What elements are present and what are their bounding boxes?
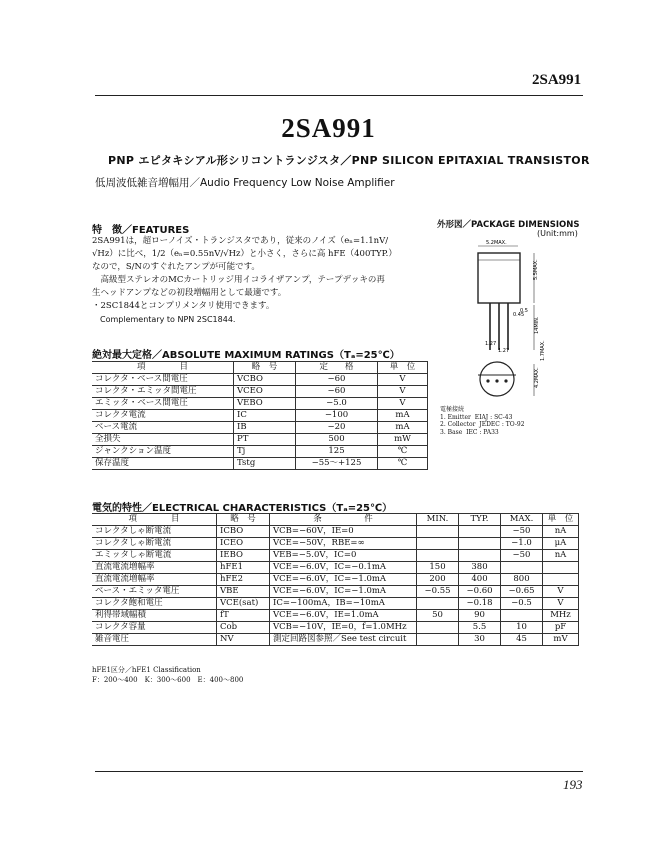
page-number: 193	[563, 777, 583, 792]
table-row: エミッタしゃ断電流 IEBO VEB=−5.0V，IC=0 −50 nA	[92, 550, 579, 562]
footer-rule	[95, 771, 583, 772]
table-row: コレクタしゃ断電流 ICEO VCE=−50V，RBE=∞ −1.0 μA	[92, 538, 579, 550]
page-title: 2SA991	[281, 113, 376, 143]
table-row: ベース・エミッタ電圧 VBE VCE=−6.0V，IC=−1.0mA −0.55 −0.60 −0.65 V	[92, 586, 579, 598]
features-text	[92, 235, 422, 326]
classification-ranges: F：200～400 K：300～600 E：400～800	[92, 676, 244, 684]
feature-line: 2SA991は，超ローノイズ・トランジスタであり，従来のノイズ（eₙ=1.1nV/	[92, 236, 389, 246]
table-row: ジャンクション温度 Tj 125 ℃	[92, 446, 428, 458]
feature-line: √Hz）に比べ，1/2（eₙ=0.55nV/√Hz）と小さく，さらに高 hFE（400TYP.）	[92, 249, 397, 259]
package-unit: (Unit:mm)	[537, 229, 578, 238]
feature-line: ・2SC1844とコンプリメンタリ使用できます。	[92, 301, 275, 311]
hfe-classification	[92, 665, 243, 685]
dim-width: 5.2MAX.	[486, 240, 507, 246]
legend-row: 3. Base IEC : PA33	[440, 428, 499, 436]
feature-line: 高級型ステレオのMCカートリッジ用イコライザアンプ，テープデッキの再	[92, 275, 385, 285]
table-row: コレクタ容量 Cob VCB=−10V，IE=0，f=1.0MHz 5.5 10 pF	[92, 622, 579, 634]
dim-lead-offset: 0.5	[520, 308, 528, 314]
table-row: コレクタ・ベース間電圧 VCBO −60 V	[92, 374, 428, 386]
table-row: 利得帯域幅積 fT VCE=−6.0V，IE=1.0mA 50 90 MHz	[92, 610, 579, 622]
dim-depth: 4.2MAX.	[534, 367, 540, 388]
feature-line: 生ヘッドアンプなどの初段増幅用として最適です。	[92, 288, 287, 298]
abs-ratings-table	[92, 361, 428, 470]
dim-lead-width: 0.45	[513, 312, 525, 318]
dim-seat: 1.7MAX.	[540, 340, 546, 361]
table-row: 全損失 PT 500 mW	[92, 434, 428, 446]
package-drawing	[440, 238, 580, 406]
dim-pitch-2: 1.27	[498, 348, 510, 354]
table-row: 雑音電圧 NV 測定回路図参照／See test circuit 30 45 mV	[92, 634, 579, 646]
abs-ratings-heading: 絶対最大定格／ABSOLUTE MAXIMUM RATINGS（Tₐ=25℃）	[92, 350, 400, 361]
table-header-row: 項 目 略 号 定 格 単 位	[92, 362, 428, 374]
dim-pitch-1: 1.27	[485, 341, 497, 347]
table-row: 保存温度 Tstg −55～+125 ℃	[92, 458, 428, 470]
dim-body-height: 5.5MAX.	[533, 259, 539, 280]
table-row: コレクタ・エミッタ間電圧 VCEO −60 V	[92, 386, 428, 398]
table-row: コレクタしゃ断電流 ICBO VCB=−60V，IE=0 −50 nA	[92, 526, 579, 538]
elec-char-table	[92, 513, 579, 646]
package-legend	[440, 406, 525, 436]
classification-title: hFE1区分／hFE1 Classification	[92, 666, 201, 674]
table-row: ベース電流 IB −20 mA	[92, 422, 428, 434]
feature-line: Complementary to NPN 2SC1844.	[92, 315, 236, 324]
subtitle-application: 低周波低雑音増幅用／Audio Frequency Low Noise Amplifier	[95, 177, 395, 189]
legend-row: 1. Emitter EIAJ : SC-43	[440, 413, 513, 421]
dim-lead-length: 14MIN.	[534, 316, 540, 334]
feature-line: なので，S/Nのすぐれたアンプが可能です。	[92, 262, 260, 272]
table-row: エミッタ・ベース間電圧 VEBO −5.0 V	[92, 398, 428, 410]
package-heading: 外形図／PACKAGE DIMENSIONS	[437, 220, 580, 230]
header-part-number: 2SA991	[532, 72, 582, 88]
table-row: 直流電流増幅率 hFE2 VCE=−6.0V，IC=−1.0mA 200 400 800	[92, 574, 579, 586]
header-rule	[95, 95, 583, 96]
table-row: 直流電流増幅率 hFE1 VCE=−6.0V，IC=−0.1mA 150 380	[92, 562, 579, 574]
elec-char-heading: 電気的特性／ELECTRICAL CHARACTERISTICS（Tₐ=25℃）	[92, 503, 393, 514]
features-heading: 特 徴／FEATURES	[92, 225, 190, 236]
table-row: コレクタ電流 IC −100 mA	[92, 410, 428, 422]
table-row: コレクタ飽和電圧 VCE(sat) IC=−100mA，IB=−10mA −0.18 −0.5 V	[92, 598, 579, 610]
legend-title: 電極接続	[440, 406, 465, 413]
legend-row: 2. Collector JEDEC : TO-92	[440, 421, 525, 428]
table-header-row: 項 目 略 号 条 件 MIN. TYP. MAX. 単 位	[92, 514, 579, 526]
subtitle-type: PNP エピタキシアル形シリコントランジスタ／PNP SILICON EPITAXIAL TRANSISTOR	[108, 154, 590, 167]
